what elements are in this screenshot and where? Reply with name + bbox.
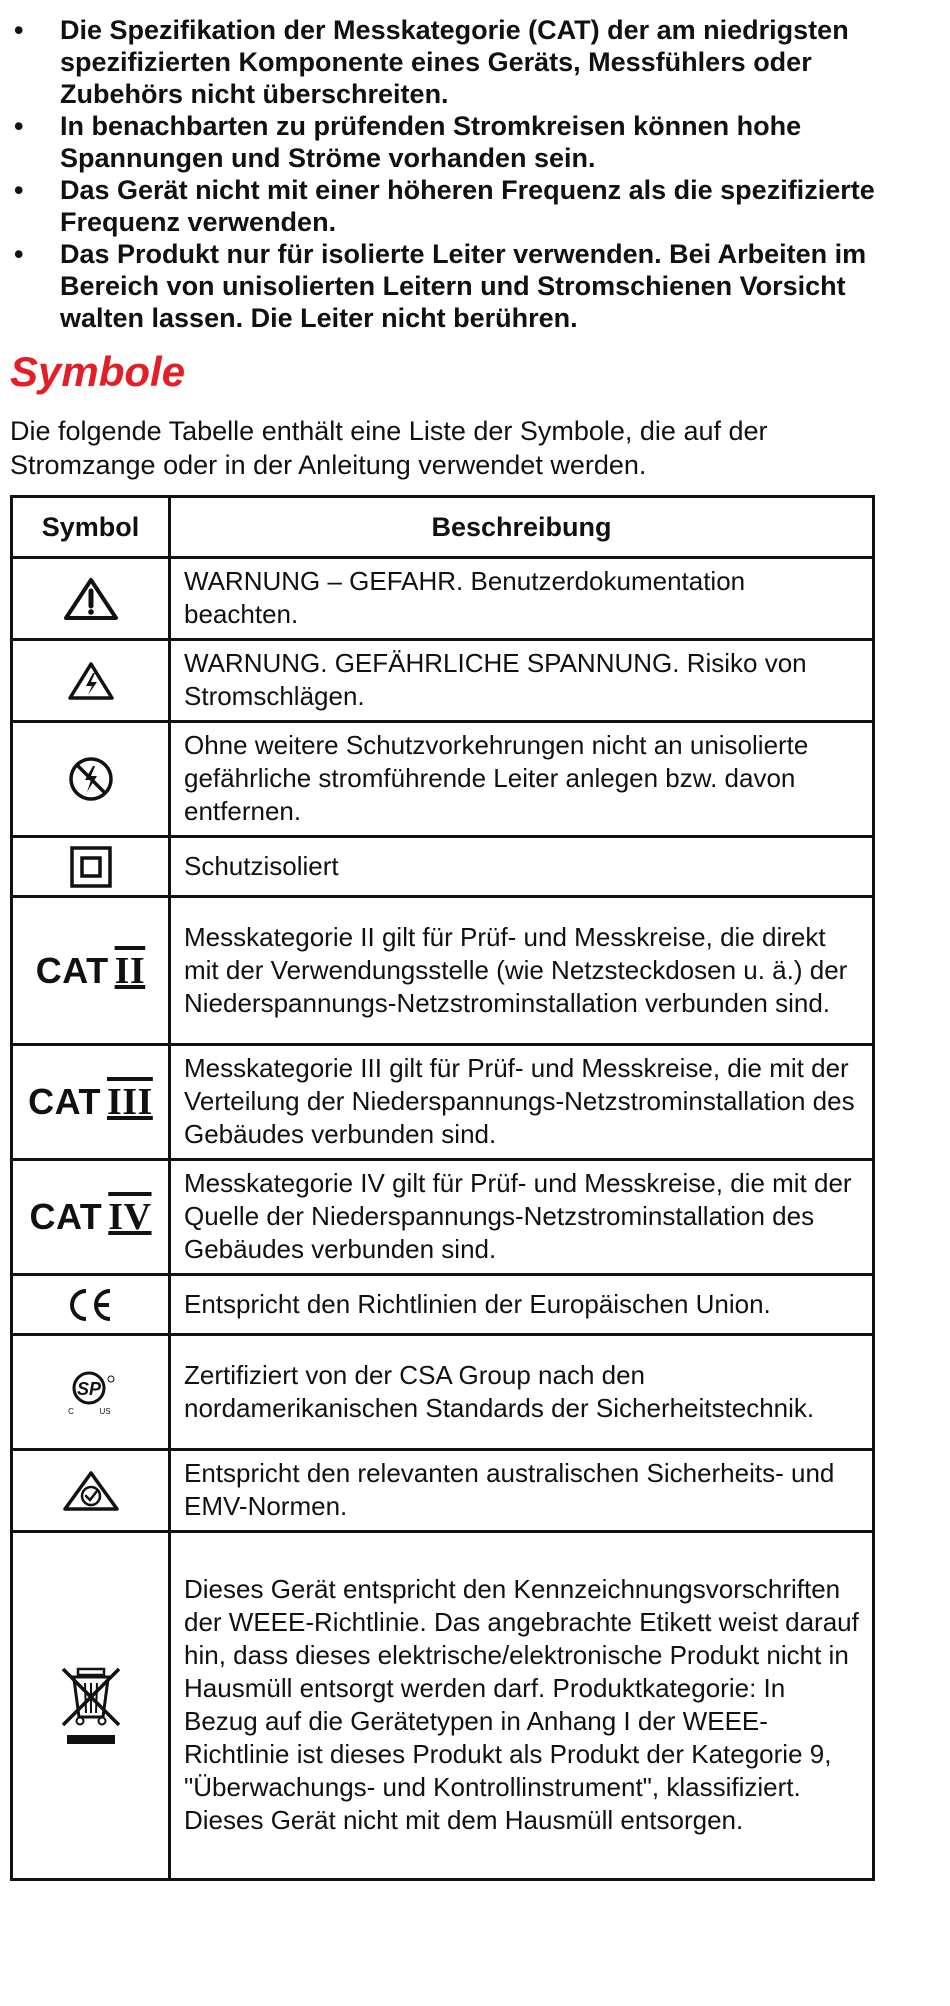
bullet-text: Das Produkt nur für isolierte Leiter verwenden. Bei Arbeiten im Bereich von unisolierten Leitern und Stromschienen Vorsicht walten lassen. Die Leiter nicht berühren. [60, 239, 867, 333]
description-cell: Dieses Gerät entspricht den Kennzeichnungsvorschriften der WEEE-Richtlinie. Das angebrachte Etikett weist darauf hin, dass dieses elektrische/elektronische Produkt nicht in Hausmüll entsorgt werden darf. Produktkategorie: In Bezug auf die Gerätetypen in Anhang I der WEEE-Richtlinie ist dieses Produkt als Produkt der Kategorie 9, "Überwachungs- und Kontrollinstrument", klassifiziert. Dieses Gerät nicht mit dem Hausmüll entsorgen. [170, 1532, 874, 1880]
warning-triangle-icon [62, 576, 120, 622]
symbol-cell [12, 1450, 170, 1532]
symbol-table [10, 495, 875, 1881]
table-row [12, 1532, 874, 1880]
table-row [12, 837, 874, 897]
symbol-cell [12, 1532, 170, 1880]
cat-label: CAT [29, 1196, 103, 1237]
bullet-dot: • [14, 111, 24, 141]
cat-ii-icon [36, 949, 145, 993]
table-row [12, 640, 874, 722]
description-cell: Ohne weitere Schutzvorkehrungen nicht an unisolierte gefährliche stromführende Leiter anlegen bzw. davon entfernen. [170, 722, 874, 837]
bullet-dot: • [14, 239, 24, 269]
description-cell: Zertifiziert von der CSA Group nach den nordamerikanischen Standards der Sicherheitstechnik. [170, 1335, 874, 1450]
bullet-dot: • [14, 15, 24, 45]
bullet-text: Die Spezifikation der Messkategorie (CAT) der am niedrigsten spezifizierten Komponente eines Geräts, Messfühlers oder Zubehörs nicht überschreiten. [60, 15, 849, 109]
bullet-item [12, 238, 892, 334]
cat-roman: III [106, 1081, 153, 1123]
table-row [12, 722, 874, 837]
symbol-cell [12, 640, 170, 722]
header-description: Beschreibung [170, 497, 874, 558]
svg-text:C: C [67, 1407, 74, 1416]
symbol-cell [12, 1335, 170, 1450]
double-insulation-icon [69, 845, 113, 889]
svg-text:US: US [98, 1407, 111, 1416]
cat-iv-icon [29, 1195, 151, 1239]
symbol-cell [12, 897, 170, 1045]
description-cell: Schutzisoliert [170, 837, 874, 897]
table-row [12, 1160, 874, 1275]
bullet-item [12, 110, 892, 174]
bullet-item [12, 14, 892, 110]
table-row [12, 558, 874, 640]
bullet-dot: • [14, 175, 24, 205]
csa-mark-icon [59, 1366, 123, 1418]
section-heading: Symbole [10, 348, 186, 395]
description-cell: WARNUNG – GEFAHR. Benutzerdokumentation beachten. [170, 558, 874, 640]
symbol-cell [12, 558, 170, 640]
table-row [12, 1450, 874, 1532]
description-cell: Entspricht den relevanten australischen Sicherheits- und EMV-Normen. [170, 1450, 874, 1532]
cat-label: CAT [35, 949, 109, 991]
cat-roman: II [114, 949, 146, 992]
description-cell: Messkategorie II gilt für Prüf- und Messkreise, die direkt mit der Verwendungsstelle (wie Netzsteckdosen u. ä.) der Niederspannungs-Netzstrominstallation verbunden sind. [170, 897, 874, 1045]
table-row [12, 897, 874, 1045]
symbol-cell [12, 1045, 170, 1160]
description-cell: Messkategorie III gilt für Prüf- und Messkreise, die mit der Verteilung der Niederspannungs-Netzstrominstallation des Gebäudes verbunden sind. [170, 1045, 874, 1160]
cat-roman: IV [108, 1196, 152, 1238]
symbol-cell [12, 837, 170, 897]
description-cell: WARNUNG. GEFÄHRLICHE SPANNUNG. Risiko von Stromschlägen. [170, 640, 874, 722]
bullet-text: Das Gerät nicht mit einer höheren Frequenz als die spezifizierte Frequenz verwenden. [60, 175, 875, 237]
bullet-text: In benachbarten zu prüfenden Stromkreisen können hohe Spannungen und Ströme vorhanden sein. [60, 111, 802, 173]
bullet-item [12, 174, 892, 238]
rcm-mark-icon [61, 1469, 121, 1513]
symbol-cell [12, 1160, 170, 1275]
table-row [12, 1335, 874, 1450]
symbol-cell [12, 722, 170, 837]
symbol-cell [12, 1275, 170, 1335]
table-row [12, 1275, 874, 1335]
description-cell: Entspricht den Richtlinien der Europäischen Union. [170, 1275, 874, 1335]
description-cell: Messkategorie IV gilt für Prüf- und Messkreise, die mit der Quelle der Niederspannungs-Netzstrominstallation des Gebäudes verbunden sind. [170, 1160, 874, 1275]
high-voltage-triangle-icon [66, 660, 116, 702]
cat-iii-icon [28, 1080, 153, 1124]
cat-label: CAT [28, 1081, 101, 1122]
table-header-row [12, 497, 874, 558]
header-symbol: Symbol [12, 497, 170, 558]
svg-text:SP: SP [76, 1379, 101, 1399]
no-bare-conductor-icon [67, 755, 115, 803]
weee-bin-icon [59, 1665, 123, 1747]
intro-paragraph: Die folgende Tabelle enthält eine Liste der Symbole, die auf der Stromzange oder in der Anleitung verwendet werden. [10, 416, 768, 480]
ce-mark-icon [66, 1288, 116, 1322]
safety-bullet-list [12, 14, 892, 334]
table-row [12, 1045, 874, 1160]
